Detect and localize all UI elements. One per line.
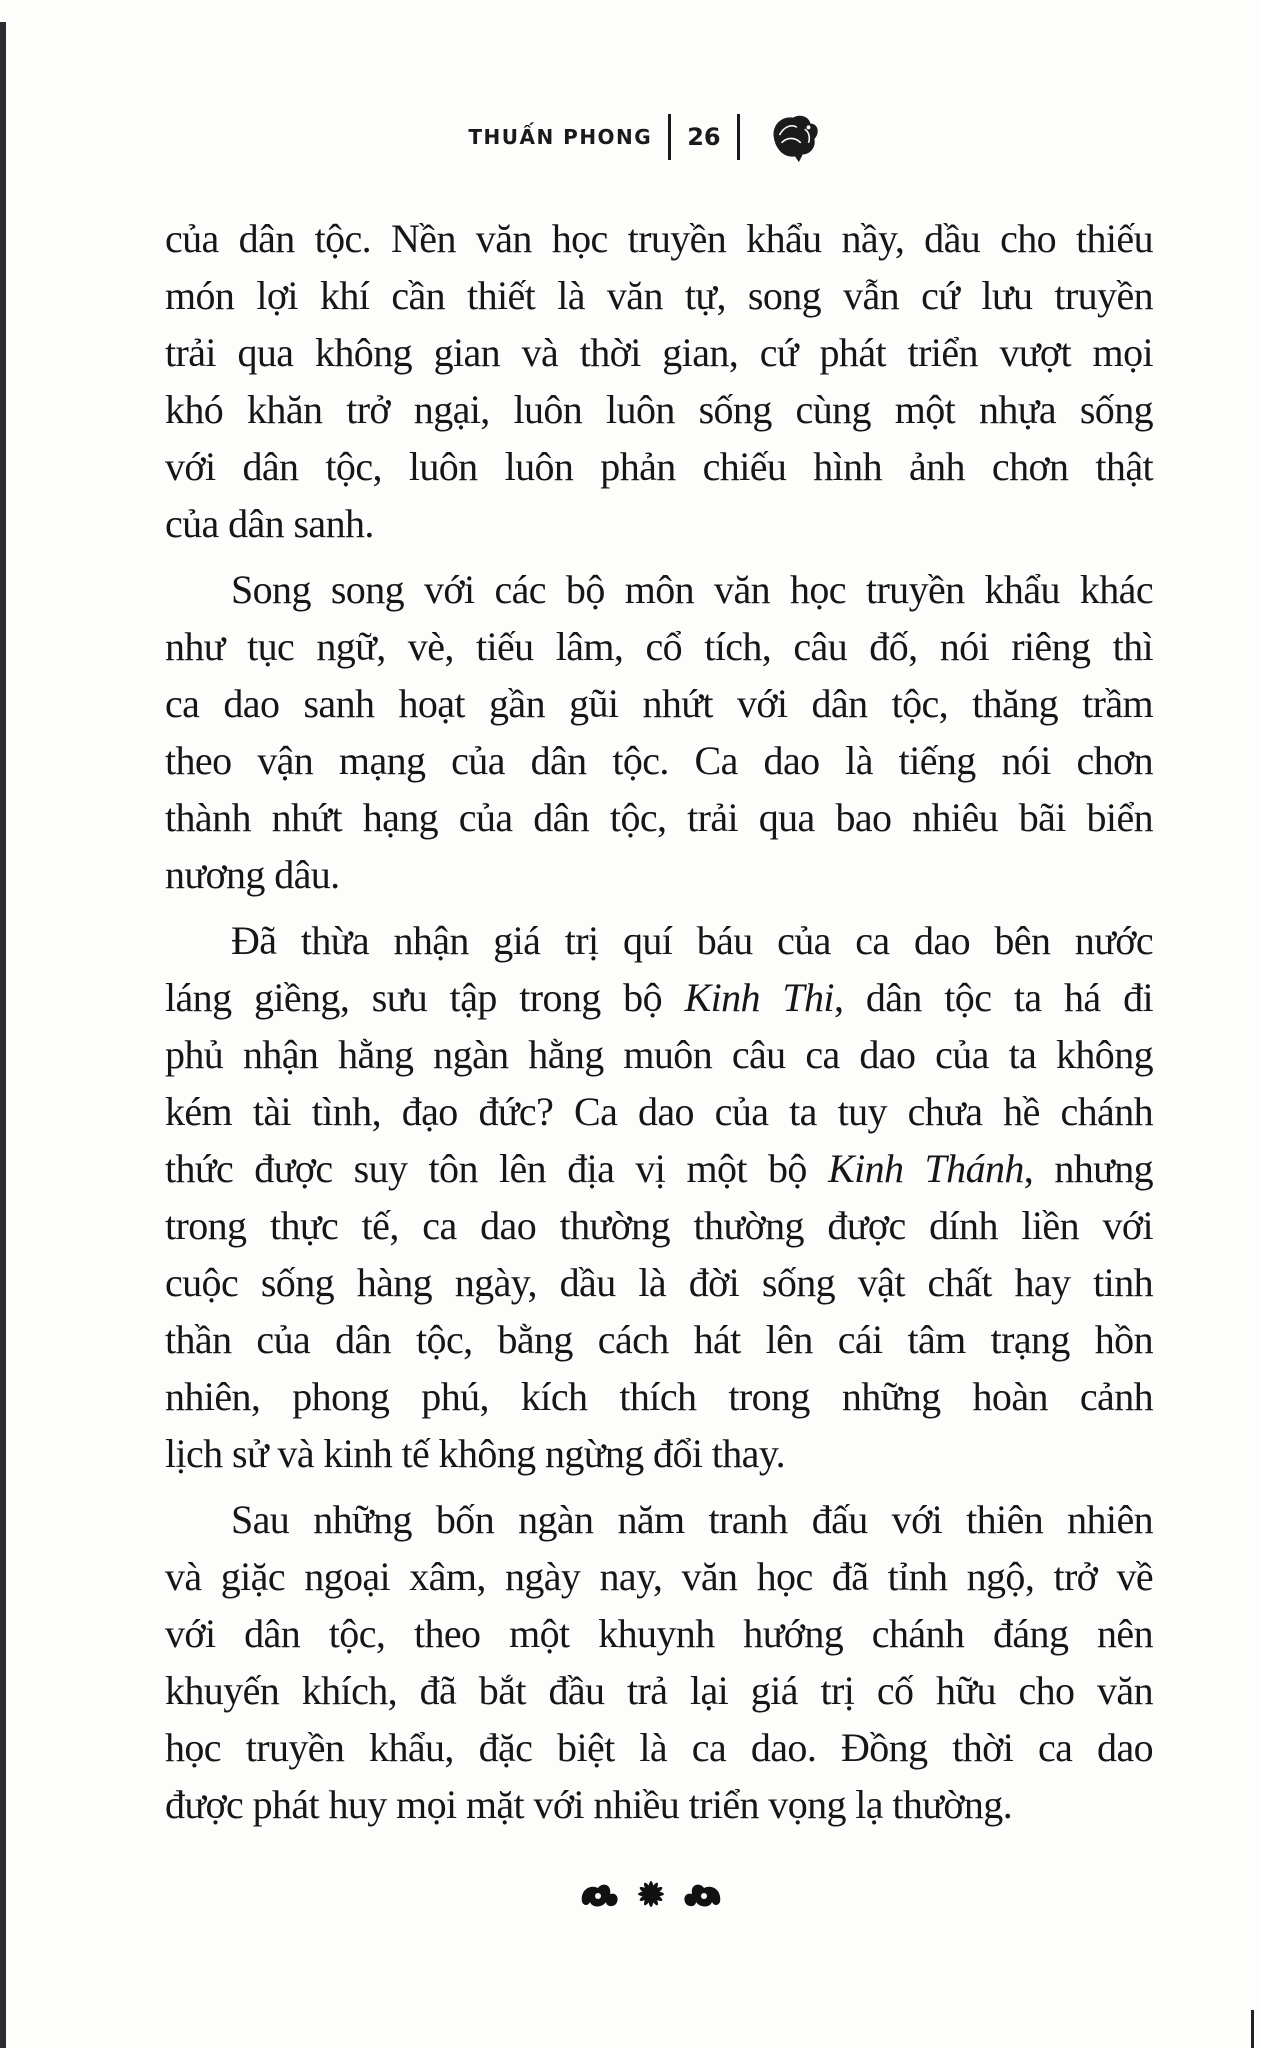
text-line: nương dâu. <box>165 852 340 897</box>
text-line: Đã thừa nhận giá trị quí báu của ca dao bên nước <box>231 918 1153 963</box>
footer-ornament <box>0 1872 1262 1925</box>
running-header <box>0 108 1262 166</box>
text-line: ca dao sanh hoạt gần gũi nhứt với dân tộc, thăng trầm <box>165 681 1153 726</box>
italic-title: Kinh Thi <box>684 975 834 1020</box>
text-line: cuộc sống hàng ngày, dầu là đời sống vật chất hay tinh <box>165 1260 1153 1305</box>
floral-ornament-icon <box>576 1872 726 1916</box>
text-line: của dân sanh. <box>165 501 374 546</box>
text-line: thành nhứt hạng của dân tộc, trải qua bao nhiêu bãi biển <box>165 795 1153 840</box>
text-line: kém tài tình, đạo đức? Ca dao của ta tuy chưa hề chánh <box>165 1089 1153 1134</box>
text-line: trải qua không gian và thời gian, cứ phát triển vượt mọi <box>165 330 1153 375</box>
text-line: của dân tộc. Nền văn học truyền khẩu nầy, dầu cho thiếu <box>165 216 1153 261</box>
text-line: thần của dân tộc, bằng cách hát lên cái tâm trạng hồn <box>165 1317 1153 1362</box>
page-edge-mark <box>1251 2010 1254 2048</box>
text-line: học truyền khẩu, đặc biệt là ca dao. Đồng thời ca dao <box>165 1725 1153 1770</box>
italic-title: Kinh Thánh <box>827 1146 1024 1191</box>
text-line: phủ nhận hằng ngàn hằng muôn câu ca dao của ta không <box>165 1032 1153 1077</box>
text-line: Song song với các bộ môn văn học truyền khẩu khác <box>231 567 1153 612</box>
text-line: món lợi khí cần thiết là văn tự, song vẫn cứ lưu truyền <box>165 273 1153 318</box>
header-divider <box>737 114 740 160</box>
rooster-emblem-icon <box>766 108 824 166</box>
text-line: với dân tộc, theo một khuynh hướng chánh đáng nên <box>165 1611 1153 1656</box>
author-name: THUẤN PHONG <box>468 125 653 149</box>
page-binding-edge <box>0 22 6 2048</box>
text-line: trong thực tế, ca dao thường thường được dính liền với <box>165 1203 1153 1248</box>
text-line: khuyến khích, đã bắt đầu trả lại giá trị cố hữu cho văn <box>165 1668 1153 1713</box>
text-line: thức được suy tôn lên địa vị một bộ Kinh Thánh, nhưng <box>165 1146 1154 1191</box>
paragraph <box>165 561 1153 903</box>
text-line: với dân tộc, luôn luôn phản chiếu hình ảnh chơn thật <box>165 444 1153 489</box>
text-line: được phát huy mọi mặt với nhiều triển vọng lạ thường. <box>165 1782 1013 1827</box>
text-line: nhiên, phong phú, kích thích trong những hoàn cảnh <box>165 1374 1153 1419</box>
paragraph <box>165 912 1153 1482</box>
paragraph-gap <box>165 1482 1153 1491</box>
text-line: như tục ngữ, vè, tiếu lâm, cổ tích, câu đố, nói riêng thì <box>165 624 1153 669</box>
paragraph <box>165 210 1153 552</box>
text-line: khó khăn trở ngại, luôn luôn sống cùng một nhựa sống <box>165 387 1153 432</box>
header-divider <box>668 114 671 160</box>
text-line: láng giềng, sưu tập trong bộ Kinh Thi, dân tộc ta há đi <box>165 975 1153 1020</box>
body-text <box>165 210 1153 1833</box>
paragraph-gap <box>165 552 1153 561</box>
text-line: theo vận mạng của dân tộc. Ca dao là tiếng nói chơn <box>165 738 1153 783</box>
text-line: và giặc ngoại xâm, ngày nay, văn học đã tỉnh ngộ, trở về <box>165 1554 1153 1599</box>
text-line: Sau những bốn ngàn năm tranh đấu với thiên nhiên <box>231 1497 1153 1542</box>
paragraph-gap <box>165 903 1153 912</box>
text-line: lịch sử và kinh tế không ngừng đổi thay. <box>165 1431 786 1476</box>
paragraph <box>165 1491 1153 1833</box>
page-number: 26 <box>687 123 721 151</box>
